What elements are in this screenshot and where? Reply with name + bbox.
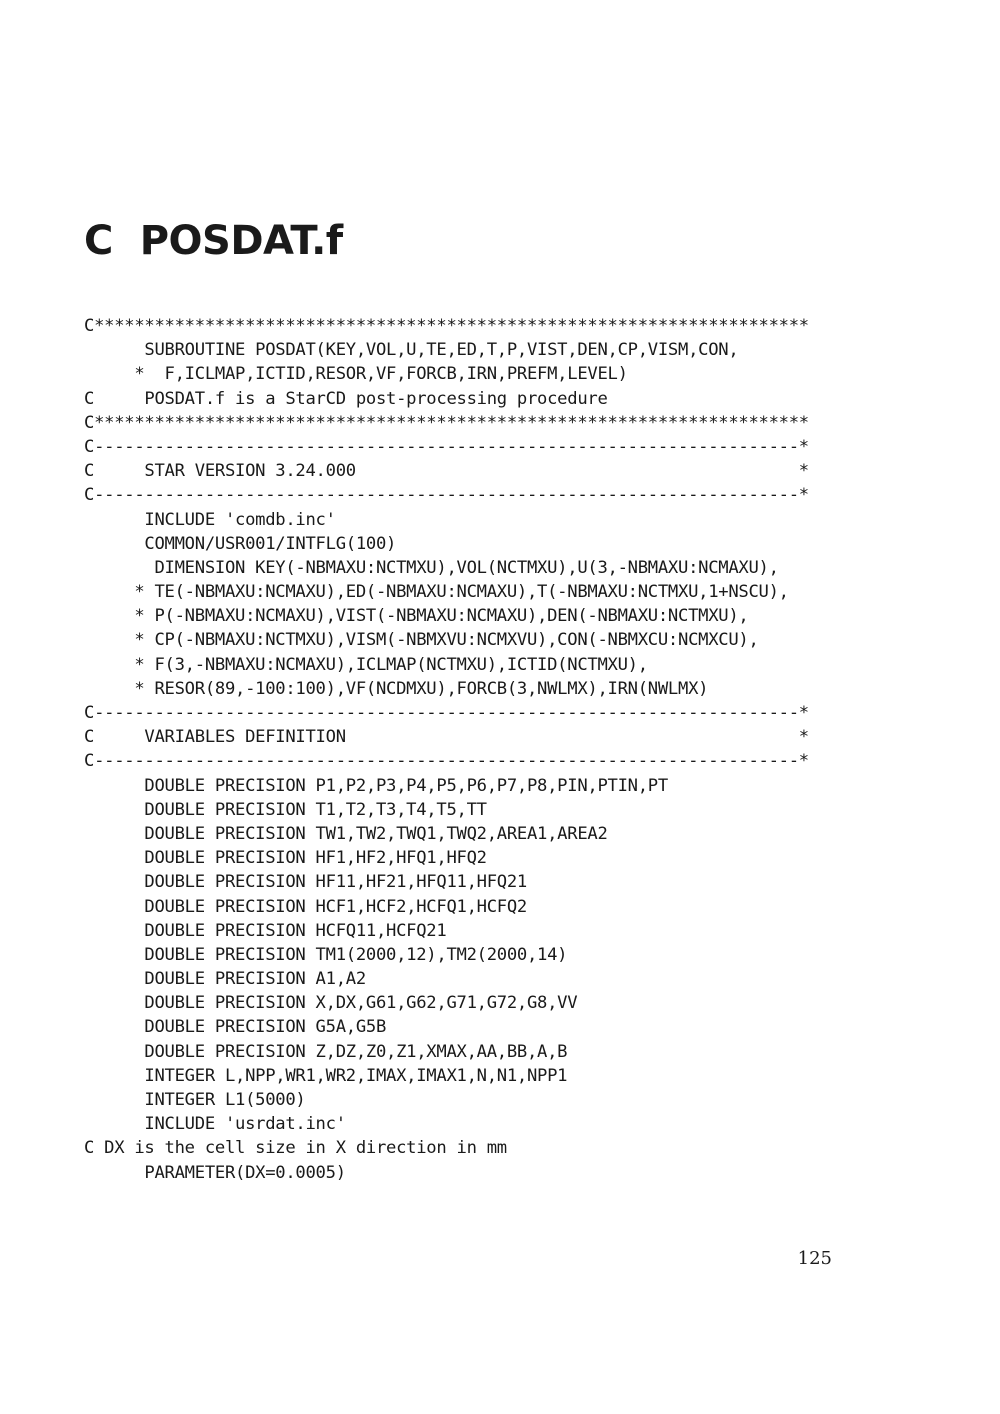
code-line: * TE(-NBMAXU:NCMAXU),ED(-NBMAXU:NCMAXU),T(-NBMAXU:NCTMXU,1+NSCU), — [84, 582, 789, 603]
code-line: DOUBLE PRECISION G5A,G5B — [84, 1017, 387, 1038]
code-line: DOUBLE PRECISION HCFQ11,HCFQ21 — [84, 920, 447, 941]
page-number: 125 — [797, 1248, 832, 1269]
code-line: DOUBLE PRECISION X,DX,G61,G62,G71,G72,G8,VV — [84, 993, 578, 1014]
code-line: INTEGER L,NPP,WR1,WR2,IMAX,IMAX1,N,N1,NPP1 — [84, 1065, 568, 1086]
code-line: C*********************************************************************** — [84, 412, 809, 433]
code-line: DOUBLE PRECISION HF1,HF2,HFQ1,HFQ2 — [84, 848, 487, 869]
code-line: COMMON/USR001/INTFLG(100) — [84, 533, 397, 554]
code-line: * CP(-NBMAXU:NCTMXU),VISM(-NBMXVU:NCMXVU),CON(-NBMXCU:NCMXCU), — [84, 630, 759, 651]
page-title: C POSDAT.f — [84, 218, 343, 264]
code-line: * P(-NBMAXU:NCMAXU),VIST(-NBMAXU:NCMAXU),DEN(-NBMAXU:NCTMXU), — [84, 606, 749, 627]
code-line: DOUBLE PRECISION TW1,TW2,TWQ1,TWQ2,AREA1,AREA2 — [84, 823, 608, 844]
code-line: C----------------------------------------------------------------------* — [84, 436, 809, 457]
code-line: DIMENSION KEY(-NBMAXU:NCTMXU),VOL(NCTMXU),U(3,-NBMAXU:NCMAXU), — [84, 557, 779, 578]
code-line: C----------------------------------------------------------------------* — [84, 751, 809, 772]
code-line: C----------------------------------------------------------------------* — [84, 485, 809, 506]
code-line: SUBROUTINE POSDAT(KEY,VOL,U,TE,ED,T,P,VIST,DEN,CP,VISM,CON, — [84, 340, 739, 361]
code-line: * F,ICLMAP,ICTID,RESOR,VF,FORCB,IRN,PREFM,LEVEL) — [84, 364, 628, 385]
code-line: C*********************************************************************** — [84, 316, 809, 336]
code-line: DOUBLE PRECISION Z,DZ,Z0,Z1,XMAX,AA,BB,A,B — [84, 1041, 568, 1062]
code-listing — [84, 314, 809, 1185]
code-line: DOUBLE PRECISION A1,A2 — [84, 969, 366, 990]
code-line: * RESOR(89,-100:100),VF(NCDMXU),FORCB(3,NWLMX),IRN(NWLMX) — [84, 678, 709, 699]
code-line: DOUBLE PRECISION T1,T2,T3,T4,T5,TT — [84, 799, 487, 820]
code-line: PARAMETER(DX=0.0005) — [84, 1162, 346, 1183]
code-line: C----------------------------------------------------------------------* — [84, 703, 809, 723]
code-line: C POSDAT.f is a StarCD post-processing procedure — [84, 388, 608, 409]
code-line: DOUBLE PRECISION HCF1,HCF2,HCFQ1,HCFQ2 — [84, 896, 527, 917]
code-line: INTEGER L1(5000) — [84, 1090, 306, 1110]
code-line: C DX is the cell size in X direction in mm — [84, 1138, 507, 1159]
code-line: * F(3,-NBMAXU:NCMAXU),ICLMAP(NCTMXU),ICTID(NCTMXU), — [84, 654, 648, 675]
code-line: INCLUDE 'comdb.inc' — [84, 509, 336, 530]
code-line: INCLUDE 'usrdat.inc' — [84, 1114, 346, 1135]
code-line: C VARIABLES DEFINITION * — [84, 727, 809, 748]
code-line: C STAR VERSION 3.24.000 * — [84, 461, 809, 482]
code-line: DOUBLE PRECISION TM1(2000,12),TM2(2000,14) — [84, 944, 568, 965]
code-line: DOUBLE PRECISION HF11,HF21,HFQ11,HFQ21 — [84, 872, 527, 893]
code-line: DOUBLE PRECISION P1,P2,P3,P4,P5,P6,P7,P8,PIN,PTIN,PT — [84, 775, 668, 796]
